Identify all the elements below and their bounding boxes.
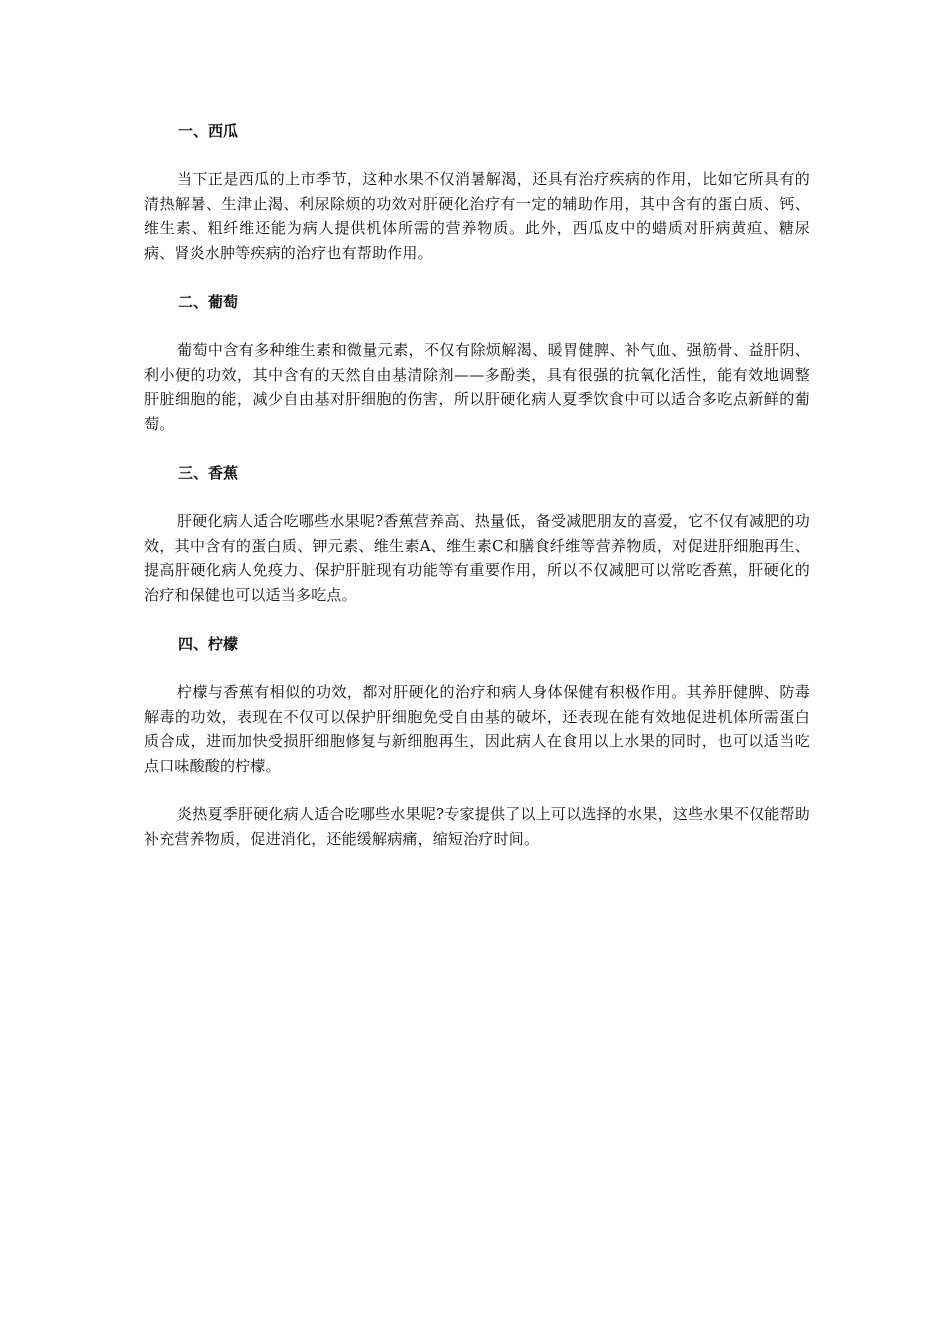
- section-body-lemon: 柠檬与香蕉有相似的功效，都对肝硬化的治疗和病人身体保健有积极作用。其养肝健脾、防毒解毒的功效，表现在不仅可以保护肝细胞免受自由基的破坏，还表现在能有效地促进机体所需蛋白质合成，进而加快受损肝细胞修复与新细胞再生，因此病人在食用以上水果的同时，也可以适当吃点口味酸酸的柠檬。: [144, 683, 810, 775]
- section-heading-banana: 三、香蕉: [178, 464, 239, 482]
- section-body-banana: 肝硬化病人适合吃哪些水果呢?香蕉营养高、热量低，备受减肥朋友的喜爱，它不仅有减肥的功效，其中含有的蛋白质、钾元素、维生素A、维生素C和膳食纤维等营养物质，对促进肝细胞再生、提高肝硬化病人免疫力、保护肝脏现有功能等有重要作用，所以不仅减肥可以常吃香蕉，肝硬化的治疗和保健也可以适当多吃点。: [144, 512, 810, 604]
- section-heading-lemon: 四、柠檬: [178, 635, 239, 653]
- section-body-grape: 葡萄中含有多种维生素和微量元素，不仅有除烦解渴、暖胃健脾、补气血、强筋骨、益肝阴、利小便的功效，其中含有的天然自由基清除剂——多酚类，具有很强的抗氧化活性，能有效地调整肝脏细胞的能，减少自由基对肝细胞的伤害，所以肝硬化病人夏季饮食中可以适合多吃点新鲜的葡萄。: [144, 341, 810, 433]
- section-heading-watermelon: 一、西瓜: [178, 122, 239, 140]
- conclusion-paragraph: 炎热夏季肝硬化病人适合吃哪些水果呢?专家提供了以上可以选择的水果，这些水果不仅能帮助补充营养物质，促进消化，还能缓解病痛，缩短治疗时间。: [144, 805, 810, 848]
- document-page: [144, 118, 810, 851]
- section-heading-grape: 二、葡萄: [178, 293, 239, 311]
- section-body-watermelon: 当下正是西瓜的上市季节，这种水果不仅消暑解渴，还具有治疗疾病的作用，比如它所具有的清热解暑、生津止渴、利尿除烦的功效对肝硬化治疗有一定的辅助作用，其中含有的蛋白质、钙、维生素、粗纤维还能为病人提供机体所需的营养物质。此外，西瓜皮中的蜡质对肝病黄疸、糖尿病、肾炎水肿等疾病的治疗也有帮助作用。: [144, 170, 810, 262]
